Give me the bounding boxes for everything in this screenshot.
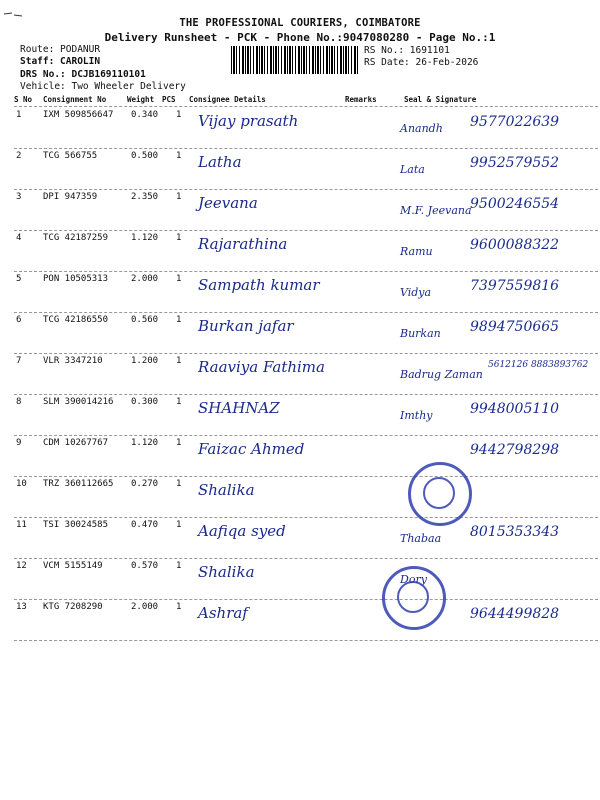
rs-date: RS Date: 26-Feb-2026 [364,57,479,68]
row-signature: M.F. Jeevana [400,204,472,217]
row-weight: 0.470 [131,520,159,530]
row-divider [14,271,598,272]
row-signature: Badrug Zaman [400,368,483,381]
row-sno: 1 [16,110,22,120]
row-pcs: 1 [176,602,182,612]
row-consignee: Vijay prasath [198,112,299,130]
row-sno: 6 [16,315,22,325]
row-consignee: Latha [198,153,242,171]
row-sno: 9 [16,438,22,448]
row-weight: 1.120 [131,438,159,448]
row-consignee: Sampath kumar [198,276,320,294]
row-sno: 8 [16,397,22,407]
row-signature: Dory [400,573,427,586]
rs-number: RS No.: 1691101 [364,45,450,56]
header-rule [14,106,598,107]
row-phone: 9442798298 [470,442,560,458]
vehicle-field: Vehicle: Two Wheeler Delivery [20,81,186,92]
row-consignment-no: VLR 3347210 [43,356,103,366]
row-weight: 0.500 [131,151,159,161]
row-signature: Burkan [400,327,441,340]
staff-field: Staff: CAROLIN [20,56,101,67]
row-weight: 1.120 [131,233,159,243]
row-consignee: Shalika [198,563,255,581]
row-sno: 11 [16,520,27,530]
row-signature: Ramu [400,245,433,258]
row-phone: 9952579552 [470,155,560,171]
row-sno: 5 [16,274,22,284]
runsheet-subtitle: Delivery Runsheet - PCK - Phone No.:9047080280 - Page No.:1 [104,31,496,44]
row-phone: 5612126 8883893762 [488,360,589,370]
row-consignment-no: TRZ 360112665 [43,479,114,489]
row-divider [14,148,598,149]
row-divider [14,517,598,518]
row-signature: Vidya [400,286,432,299]
col-header-seal: Seal & Signature [404,95,477,104]
row-signature: Lata [400,163,425,176]
row-consignee: Rajarathina [198,235,288,253]
row-divider [14,476,598,477]
row-consignment-no: DPI 947359 [43,192,98,202]
col-header-sno: S No [14,95,33,104]
row-weight: 0.270 [131,479,159,489]
row-weight: 2.350 [131,192,159,202]
row-phone: 8015353343 [470,524,560,540]
row-phone: 9577022639 [470,114,560,130]
barcode [231,46,359,74]
seal-stamp [408,462,472,526]
row-weight: 2.000 [131,602,159,612]
row-pcs: 1 [176,561,182,571]
row-consignee: Burkan jafar [198,317,294,335]
row-consignee: Shalika [198,481,255,499]
row-sno: 10 [16,479,27,489]
row-pcs: 1 [176,520,182,530]
row-divider [14,394,598,395]
row-divider [14,640,598,641]
col-header-consignment: Consignment No [43,95,107,104]
row-signature: Thabaa [400,532,442,545]
row-consignee: SHAHNAZ [198,399,280,417]
row-sno: 2 [16,151,22,161]
row-weight: 2.000 [131,274,159,284]
row-weight: 0.340 [131,110,159,120]
row-sno: 3 [16,192,22,202]
row-pcs: 1 [176,479,182,489]
row-pcs: 1 [176,192,182,202]
row-pcs: 1 [176,438,182,448]
row-sno: 13 [16,602,27,612]
row-consignment-no: TCG 42187259 [43,233,109,243]
row-phone: 9644499828 [470,606,560,622]
row-consignee: Ashraf [198,604,248,622]
row-pcs: 1 [176,397,182,407]
row-pcs: 1 [176,151,182,161]
drs-field: DRS No.: DCJB169110101 [20,69,146,80]
row-sno: 12 [16,561,27,571]
row-signature: Imthy [400,409,433,422]
seal-stamp [382,566,446,630]
row-weight: 0.300 [131,397,159,407]
row-pcs: 1 [176,356,182,366]
corner-mark [2,3,32,11]
row-consignment-no: KTG 7208290 [43,602,103,612]
row-consignment-no: TCG 42186550 [43,315,109,325]
row-divider [14,599,598,600]
company-title: THE PROFESSIONAL COURIERS, COIMBATORE [179,17,421,29]
col-header-consignee: Consignee Details [189,95,266,104]
row-consignee: Faizac Ahmed [198,440,305,458]
row-consignment-no: TCG 566755 [43,151,98,161]
row-divider [14,189,598,190]
row-pcs: 1 [176,315,182,325]
row-divider [14,558,598,559]
row-signature: Anandh [400,122,443,135]
row-pcs: 1 [176,110,182,120]
row-consignment-no: VCM 5155149 [43,561,103,571]
row-divider [14,230,598,231]
col-header-pcs: PCS [162,95,176,104]
row-weight: 0.560 [131,315,159,325]
row-consignment-no: TSI 30024585 [43,520,109,530]
row-consignment-no: IXM 509856647 [43,110,114,120]
col-header-remarks: Remarks [345,95,377,104]
row-divider [14,312,598,313]
row-phone: 7397559816 [470,278,560,294]
row-consignee: Raaviya Fathima [198,358,325,376]
col-header-weight: Weight [127,95,155,104]
row-phone: 9948005110 [470,401,560,417]
row-sno: 4 [16,233,22,243]
row-phone: 9600088322 [470,237,560,253]
row-pcs: 1 [176,233,182,243]
row-consignee: Aafiqa syed [198,522,286,540]
row-weight: 0.570 [131,561,159,571]
row-phone: 9894750665 [470,319,560,335]
row-divider [14,435,598,436]
row-divider [14,353,598,354]
row-consignment-no: PON 10505313 [43,274,109,284]
row-consignee: Jeevana [198,194,258,212]
row-sno: 7 [16,356,22,366]
row-consignment-no: CDM 10267767 [43,438,109,448]
row-weight: 1.200 [131,356,159,366]
row-pcs: 1 [176,274,182,284]
route-field: Route: PODANUR [20,44,101,55]
row-consignment-no: SLM 390014216 [43,397,114,407]
row-phone: 9500246554 [470,196,560,212]
